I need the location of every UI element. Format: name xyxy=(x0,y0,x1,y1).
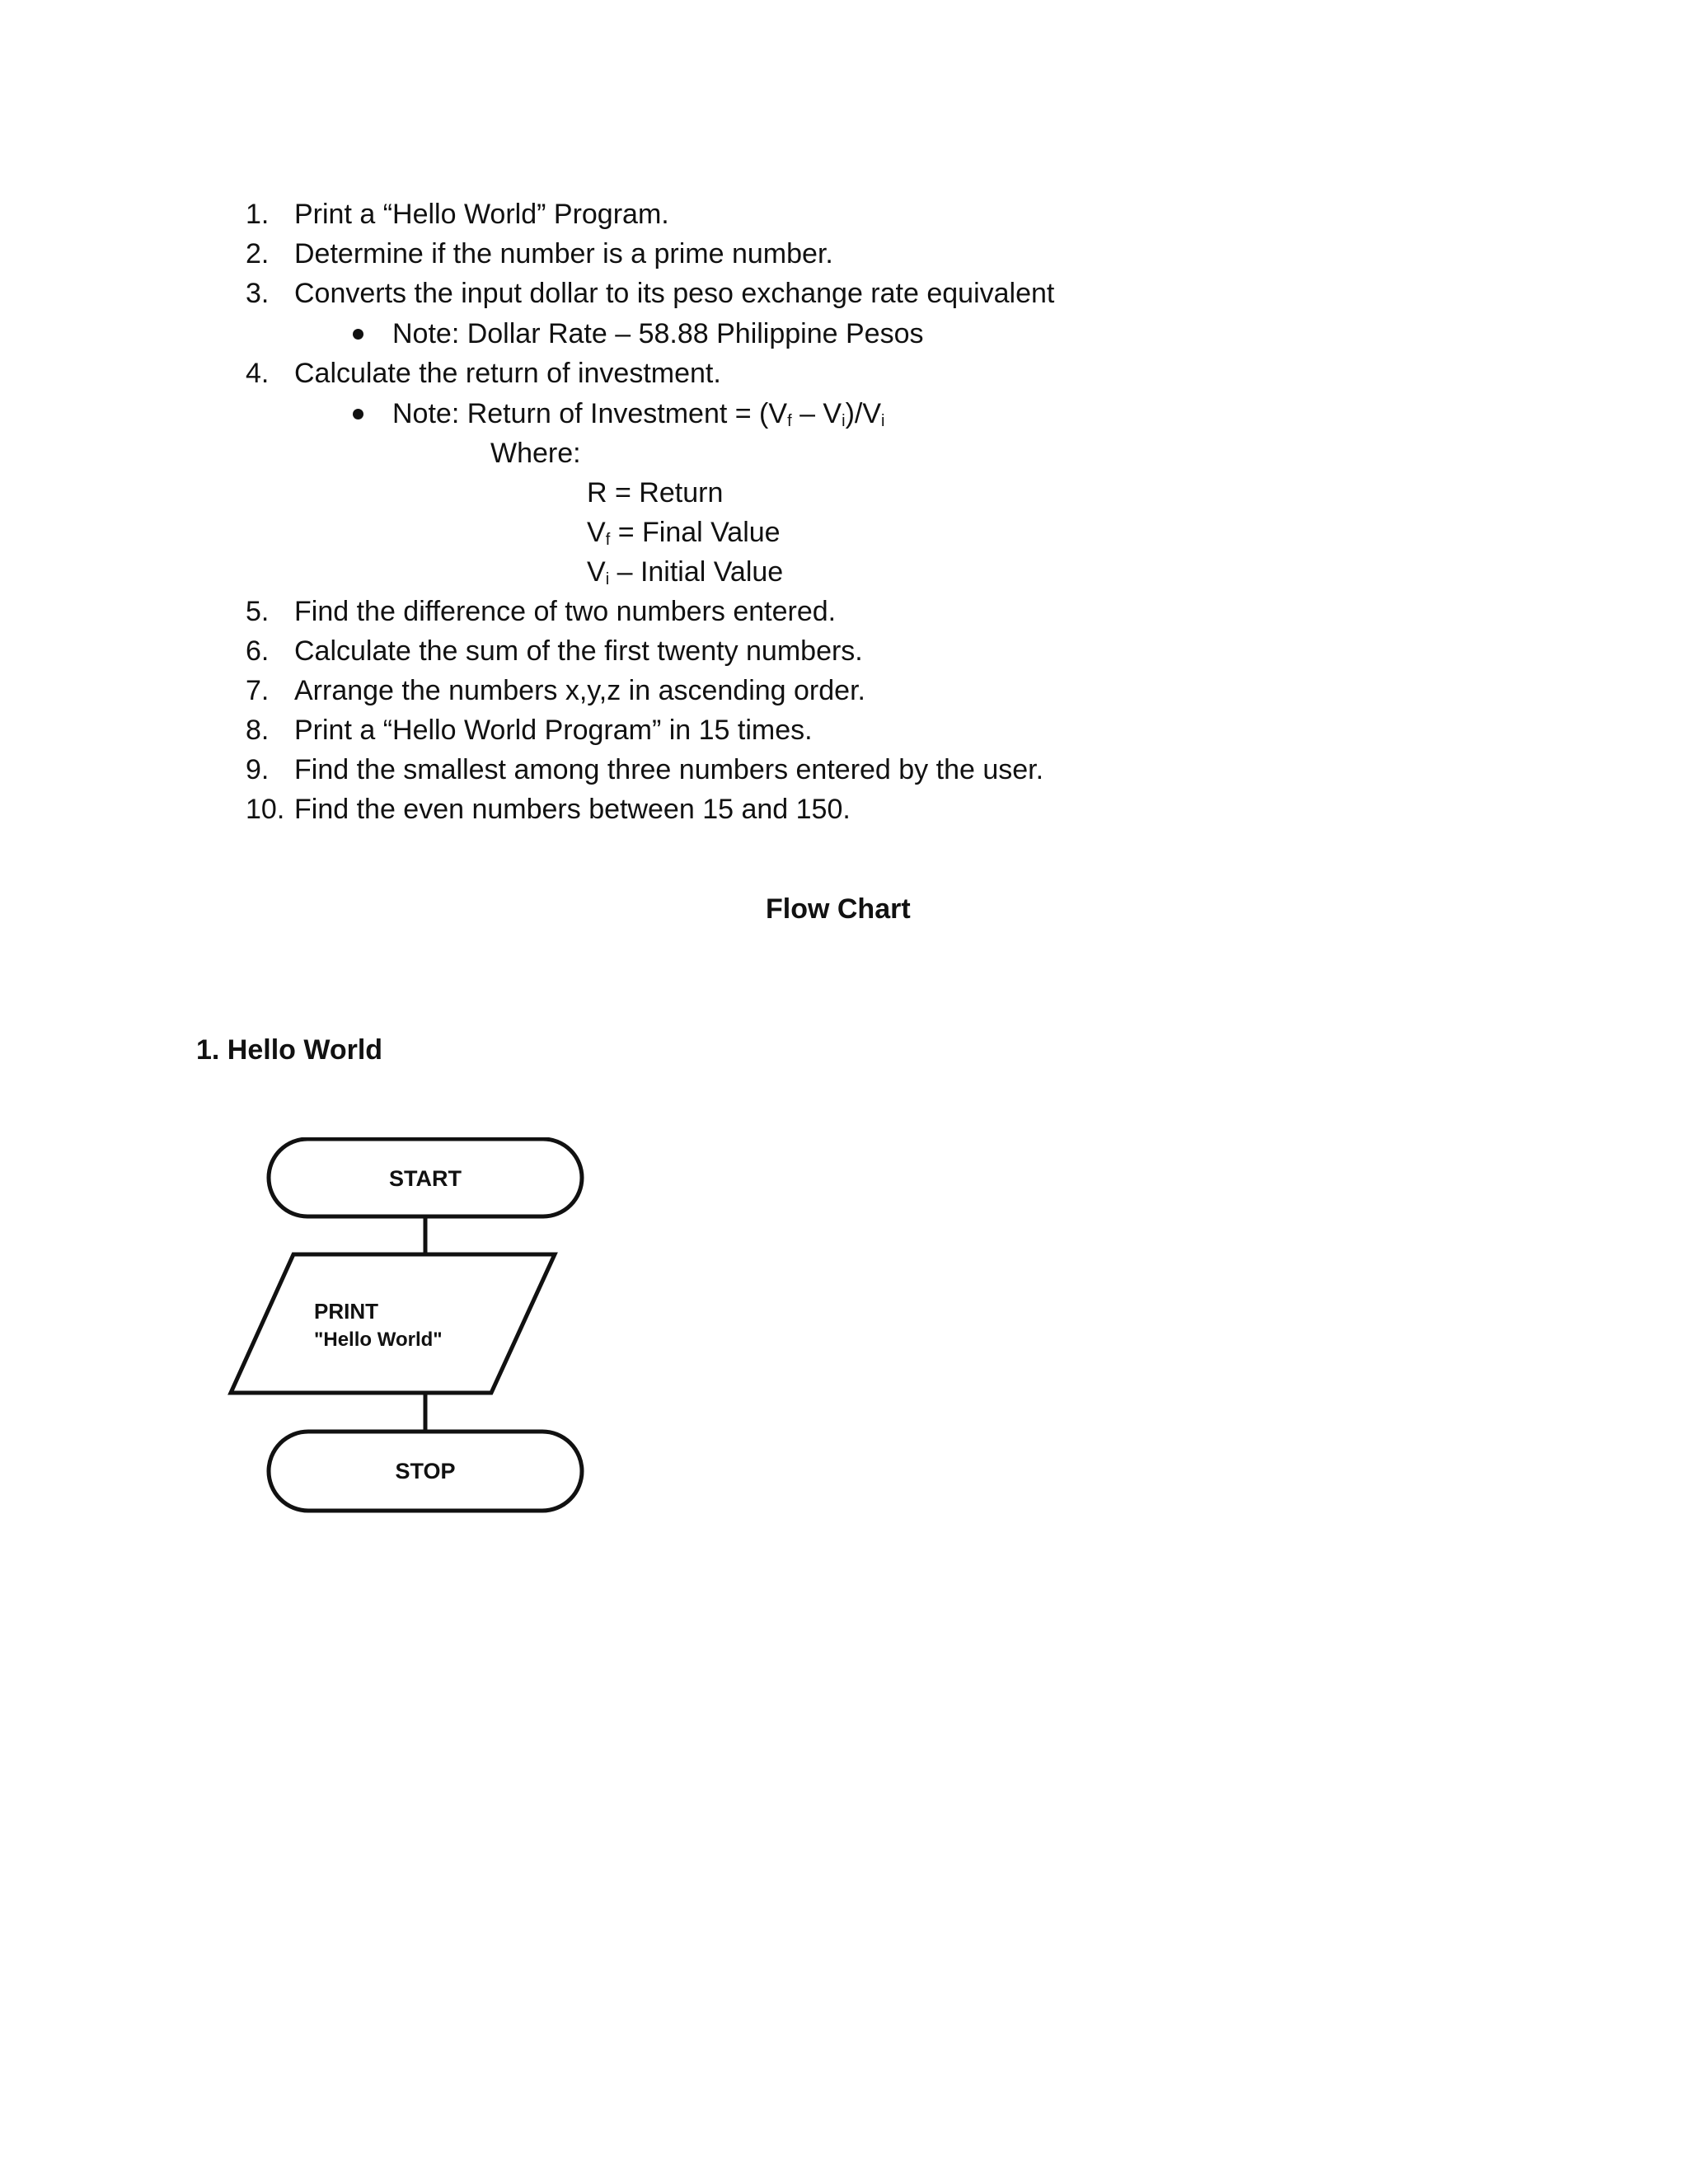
item-text: Arrange the numbers x,y,z in ascending order. xyxy=(294,675,865,706)
item-number: 1. xyxy=(246,199,270,230)
flow-chart-title: Flow Chart xyxy=(766,893,911,925)
item-number: 6. xyxy=(246,635,270,667)
item-number: 9. xyxy=(246,754,270,785)
item-number: 7. xyxy=(246,675,270,706)
item-text: Find the smallest among three numbers entered by the user. xyxy=(294,754,1044,785)
item-text: Calculate the sum of the first twenty numbers. xyxy=(294,635,863,667)
print-io-box xyxy=(231,1254,555,1393)
section-title: 1. Hello World xyxy=(196,1034,383,1066)
legend-initial-value: $V_i$ – Initial Value xyxy=(587,556,784,588)
print-label-text: "Hello World" xyxy=(314,1329,443,1351)
stop-label: STOP xyxy=(395,1459,456,1483)
roi-formula-note: Note: Return of Investment = $(V_f - V_i)/V_i$ xyxy=(392,398,885,430)
item-text: Determine if the number is a prime number. xyxy=(294,238,833,269)
start-label: START xyxy=(389,1166,462,1191)
item-number: 10. xyxy=(246,794,285,825)
bullet-icon xyxy=(353,409,363,419)
item-text: Print a “Hello World Program” in 15 times. xyxy=(294,715,813,746)
where-label: Where: xyxy=(490,438,581,469)
hello-world-flowchart xyxy=(221,1137,600,1533)
item-number: 8. xyxy=(246,715,270,746)
item-number: 2. xyxy=(246,238,270,269)
item-text: Converts the input dollar to its peso exchange rate equivalent xyxy=(294,278,1055,309)
print-label: PRINT xyxy=(314,1299,378,1324)
item-text: Calculate the return of investment. xyxy=(294,358,721,389)
item-number: 4. xyxy=(246,358,270,389)
item-text: Print a “Hello World” Program. xyxy=(294,199,669,230)
legend-final-value: $V_f$ = Final Value xyxy=(587,517,781,549)
item-number: 3. xyxy=(246,278,270,309)
legend-return: R = Return xyxy=(587,477,724,509)
item-text: Find the difference of two numbers entered. xyxy=(294,596,837,627)
item-number: 5. xyxy=(246,596,270,627)
dollar-rate-note: Note: Dollar Rate – 58.88 Philippine Pesos xyxy=(392,318,924,349)
item-text: Find the even numbers between 15 and 150. xyxy=(294,794,851,825)
bullet-icon xyxy=(353,329,363,340)
